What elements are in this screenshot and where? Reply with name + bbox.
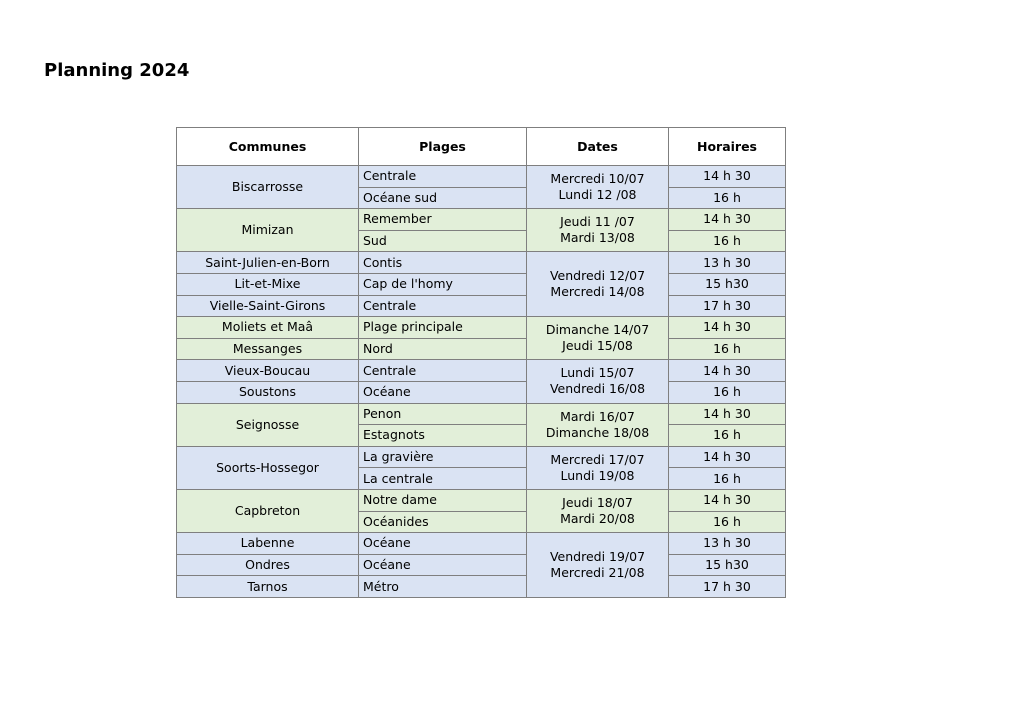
plage-cell: Océanides (359, 511, 527, 533)
date-line: Mercredi 21/08 (550, 564, 645, 580)
header-dates: Dates (527, 128, 669, 166)
date-line: Mercredi 17/07 (550, 451, 645, 467)
table-row (177, 489, 786, 511)
header-plages: Plages (359, 128, 527, 166)
table-row (177, 576, 786, 598)
commune-cell: Vieux-Boucau (177, 360, 359, 382)
commune-cell: Labenne (177, 533, 359, 555)
dates-cell (527, 533, 669, 598)
dates-cell (527, 446, 669, 489)
commune-cell: Lit-et-Mixe (177, 273, 359, 295)
horaire-cell: 16 h (669, 468, 786, 490)
date-line: Jeudi 11 /07 (560, 214, 635, 230)
table-row (177, 403, 786, 425)
date-line: Mardi 16/07 (560, 408, 635, 424)
date-line: Dimanche 14/07 (545, 322, 650, 338)
commune-cell: Saint-Julien-en-Born (177, 252, 359, 274)
table-row (177, 360, 786, 382)
table-row (177, 446, 786, 468)
commune-cell: Vielle-Saint-Girons (177, 295, 359, 317)
page-title: Planning 2024 (44, 60, 190, 81)
plage-cell: La gravière (359, 446, 527, 468)
horaire-cell: 14 h 30 (669, 403, 786, 425)
table-row (177, 209, 786, 231)
date-line: Lundi 15/07 (560, 365, 635, 381)
horaire-cell: 17 h 30 (669, 576, 786, 598)
plage-cell: Métro (359, 576, 527, 598)
date-line: Lundi 12 /08 (558, 187, 637, 203)
date-line: Vendredi 19/07 (549, 548, 646, 564)
date-line: Lundi 19/08 (560, 467, 635, 483)
commune-cell: Tarnos (177, 576, 359, 598)
plage-cell: Océane (359, 381, 527, 403)
horaire-cell: 13 h 30 (669, 252, 786, 274)
planning-table (176, 127, 786, 598)
plage-cell: La centrale (359, 468, 527, 490)
table-row (177, 252, 786, 274)
commune-cell: Mimizan (177, 209, 359, 252)
horaire-cell: 15 h30 (669, 273, 786, 295)
header-communes: Communes (177, 128, 359, 166)
table-row (177, 533, 786, 555)
dates-cell (527, 252, 669, 317)
table-row (177, 554, 786, 576)
date-line: Mercredi 14/08 (550, 284, 645, 300)
plage-cell: Centrale (359, 295, 527, 317)
horaire-cell: 14 h 30 (669, 317, 786, 339)
dates-cell (527, 360, 669, 403)
plage-cell: Centrale (359, 360, 527, 382)
plage-cell: Plage principale (359, 317, 527, 339)
horaire-cell: 14 h 30 (669, 166, 786, 188)
plage-cell: Penon (359, 403, 527, 425)
commune-cell: Moliets et Maâ (177, 317, 359, 339)
horaire-cell: 16 h (669, 381, 786, 403)
dates-cell (527, 403, 669, 446)
horaire-cell: 16 h (669, 187, 786, 209)
commune-cell: Soorts-Hossegor (177, 446, 359, 489)
date-line: Jeudi 18/07 (562, 495, 633, 510)
plage-cell: Notre dame (359, 489, 527, 511)
dates-cell (527, 209, 669, 252)
commune-cell: Biscarrosse (177, 166, 359, 209)
table-row (177, 166, 786, 188)
date-line: Jeudi 15/08 (562, 338, 633, 354)
plage-cell: Sud (359, 230, 527, 252)
commune-cell: Messanges (177, 338, 359, 360)
horaire-cell: 14 h 30 (669, 209, 786, 231)
table-row (177, 317, 786, 339)
horaire-cell: 14 h 30 (669, 446, 786, 468)
dates-cell (527, 317, 669, 360)
table-row (177, 273, 786, 295)
plage-cell: Remember (359, 209, 527, 231)
date-line: Mardi 13/08 (560, 230, 635, 246)
horaire-cell: 17 h 30 (669, 295, 786, 317)
table-row (177, 338, 786, 360)
dates-cell (527, 489, 669, 532)
horaire-cell: 14 h 30 (669, 360, 786, 382)
date-line: Dimanche 18/08 (545, 424, 650, 440)
horaire-cell: 13 h 30 (669, 533, 786, 555)
plage-cell: Cap de l'homy (359, 273, 527, 295)
header-row (177, 128, 786, 166)
commune-cell: Capbreton (177, 489, 359, 532)
plage-cell: Océane (359, 533, 527, 555)
horaire-cell: 15 h30 (669, 554, 786, 576)
date-line: Vendredi 12/07 (549, 268, 646, 284)
commune-cell: Ondres (177, 554, 359, 576)
plage-cell: Estagnots (359, 425, 527, 447)
horaire-cell: 16 h (669, 338, 786, 360)
plage-cell: Océane (359, 554, 527, 576)
table-row (177, 295, 786, 317)
dates-cell (527, 166, 669, 209)
plage-cell: Contis (359, 252, 527, 274)
date-line: Mercredi 10/07 (550, 171, 645, 187)
horaire-cell: 16 h (669, 230, 786, 252)
date-line: Mardi 20/08 (560, 511, 635, 526)
table-row (177, 381, 786, 403)
header-horaires: Horaires (669, 128, 786, 166)
plage-cell: Centrale (359, 166, 527, 188)
planning-body (177, 166, 786, 598)
horaire-cell: 16 h (669, 511, 786, 533)
commune-cell: Soustons (177, 381, 359, 403)
plage-cell: Nord (359, 338, 527, 360)
plage-cell: Océane sud (359, 187, 527, 209)
commune-cell: Seignosse (177, 403, 359, 446)
horaire-cell: 14 h 30 (669, 489, 786, 511)
date-line: Vendredi 16/08 (549, 381, 646, 397)
horaire-cell: 16 h (669, 425, 786, 447)
